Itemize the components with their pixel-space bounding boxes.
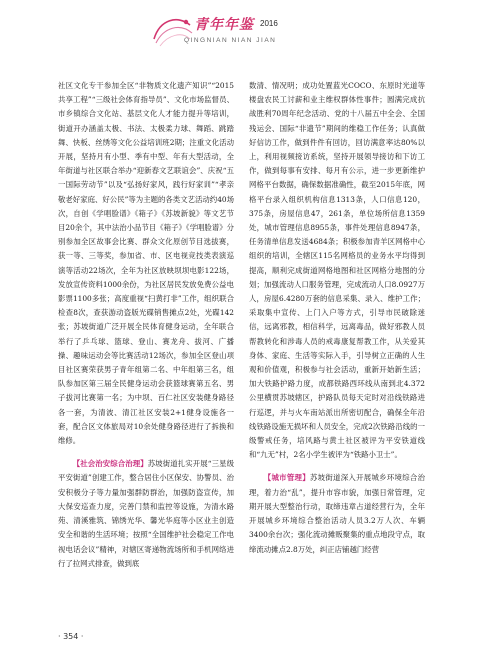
- security-paragraph-text: 苏坡街道扎实开展“三星级平安街道”创建工作，整合居住小区保安、协警员、治安积极分子等力量加强群防群治，加强防盗宣传，加大保安巡查力度，完善门禁和监控等设施，为清水路苑、清溪雅筑、锦绣光华、馨光华庭等小区业主创造安全和谐的生活环境；按照“全国维护社会稳定工作电视电话会议”精神，对辖区寄递物流场所和手机网络进行了拉网式排查，做到底: [58, 459, 234, 568]
- culture-paragraph: 社区文化专干参加全区“非物质文化遗产知识”“2015共享工程”“三级社会体育指导员”、文化市场监督员、市乡镇综合文化站、基层文化人才能力提升等培训，街道开办涵盖太极、书法、太极柔力球、舞蹈、跳踏舞、快板、丝绣等文化公益培训班2期；注重文化活动开展，坚持月有小型、季有中型、年有大型活动，全年街道与社区联合举办“迎新春文艺联谊会”、庆祝“五一国际劳动节”以及“弘扬好家风，践行好家训”“孝亲敬老好家庭、好公民”等为主题的各类文艺活动约40场次，自创《学唱脸谱》《箱子》《苏坡新貌》等文艺节目20余个，其中法治小品节目《箱子》《学唱脸谱》分别参加全区故事会比赛、群众文化原创节目选拔赛，获一等、三等奖，参加省、市、区电视竞技类表演巡演等活动22场次，全年为社区放映坝坝电影122场，发放宣传资料1000余份，为社区居民发放免费公益电影票1100多张；高度重视“扫黄打非”工作，组织联合检查8次，查获游动盗版光碟销售摊点2处，光碟142张；苏坡街道广泛开展全民体育健身运动，全年联合举行了乒乓球、篮球、登山、赛龙舟、拔河、广播操、趣味运动会等比赛活动12场次，参加全区登山项目社区赛荣获男子青年组第二名、中年组第三名，组队参加区第三届全民健身运动会获篮球赛第五名、男子拔河比赛第一名；为中坝、百仁社区安装健身路径各一套，为清波、清江社区安装2+1健身设施各一套，配合区文体旅局对10余处健身路径进行了拆换和维修。: [58, 81, 234, 446]
- section-heading-urban-management: 【城市管理】: [263, 473, 310, 483]
- masthead: [150, 10, 325, 52]
- urban-management-paragraph-text: 苏坡街道深入开展城乡环境综合治理，着力治“乱”，提升市容市貌，加强日常管理，定期开展大型整治行动，取缔违章占道经营行为，全年开展城乡环境综合整治活动人员3.2万人次、车辆3400余台次；强化流动摊贩聚集的重点地段守点，取缔流动摊点2.8万处，纠正店铺越门经营: [249, 473, 425, 554]
- masthead-title: 青年年鉴: [194, 17, 254, 33]
- urban-management-paragraph: [249, 471, 425, 556]
- security-paragraph-continued: 数清、情况明；成功处置蓝光COCO、东原时光道等楼盘农民工讨薪和业主维权群体性事件；圆满完成抗战胜利70周年纪念活动、党的十八届五中全会、全国残运会、国际“非遗节”期间的维稳工作任务；认真做好信访工作，做到件件有回访，回访满意率达80%以上，利用视频接访系统，坚持开展领导接访和下访工作，做到每事有安排、每月有公示，进一步更新维护网格平台数据，确保数据准确性，截至2015年底，网格平台录入组织机构信息1313条，人口信息120，375条，房屋信息47，261条，单位场所信息1359处，城市管理信息8955条，事件处理信息8947条，任务清单信息发送4684条；积极参加青羊区网格中心组织的培训，全辖区115名网格员的业务水平均得到提高，顺利完成街道网格地图和社区网格分地图的分划；加强流动人口服务管理，完成流动人口8.0927万人，房屋6.4280万套的信息采集、录入、维护工作；采取集中宣传、上门入户等方式，引导市民破除迷信，远离邪教，相信科学，远离毒品，做好邪教人员帮教转化和涉毒人员的戒毒康复帮教工作，从关爱其身体、家庭、生活等实际入手，引导树立正确的人生观和价值观，积极参与社会活动，重新开始新生活；加大铁路护路力度，成都铁路西环线从南到北4.372公里横贯苏坡辖区，护路队员每天定时对沿线铁路进行巡逻，并与火车南站派出所密切配合，确保全年沿线铁路设施无损坏和人员安全，完成2次铁路沿线的一级警戒任务，培风路与黄土社区被评为平安铁道线和“九无”村，2名小学生被评为“铁路小卫士”。: [249, 81, 425, 460]
- masthead-pinyin: QINGNIAN NIAN JIAN: [184, 37, 277, 44]
- left-column: [58, 79, 234, 571]
- security-paragraph: [58, 457, 234, 571]
- section-heading-security: 【社会治安综合治理】: [72, 459, 148, 469]
- right-column: [249, 79, 425, 557]
- page-number: · 354 ·: [58, 632, 84, 641]
- masthead-year: 2016: [260, 19, 278, 28]
